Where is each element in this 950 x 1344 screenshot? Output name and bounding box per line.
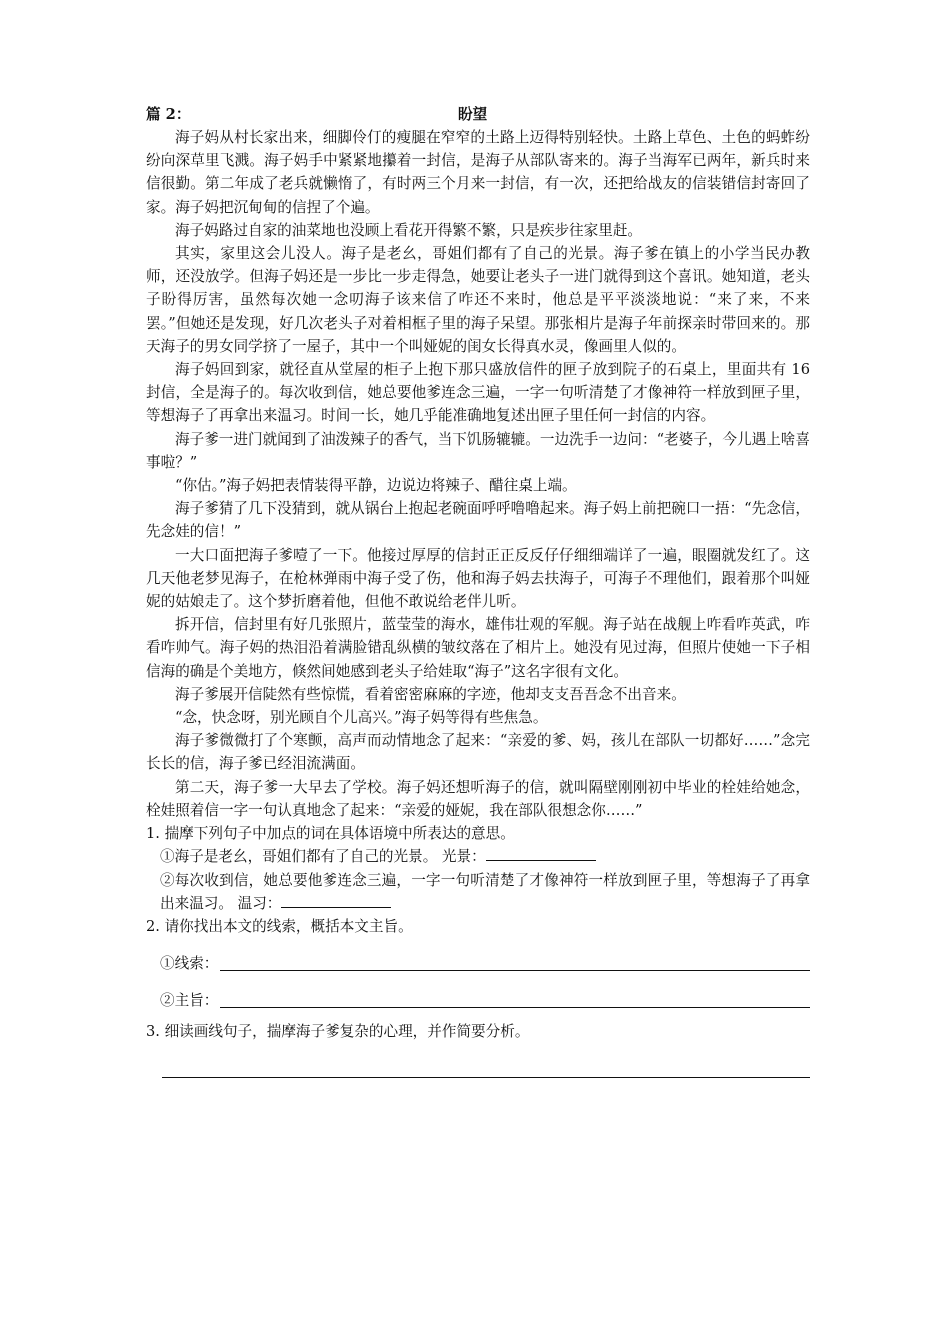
paragraph-4: 海子妈回到家，就径直从堂屋的柜子上抱下那只盛放信件的匣子放到院子的石桌上，里面共有 16 封信，全是海子的。每次收到信，她总要他爹连念三遍，一字一句听清楚了才像神符一样放到匣子里，等想海子了再拿出来温习。时间一长，她几乎能准确地复述出匣子里任何一封信的内容。 (146, 361, 810, 425)
paragraph-13: 第二天，海子爹一大早去了学校。海子妈还想听海子的信，就叫隔壁刚刚初中毕业的栓娃给她念，栓娃照着信一字一句认真地念了起来：“亲爱的娅妮，我在部队很想念你……” (146, 778, 810, 819)
question-1-item-2 (146, 869, 810, 915)
question-1-item-1-text: ①海子是老幺，哥姐们都有了自己的光景。 光景： (160, 848, 486, 866)
answer-row-clue (160, 938, 810, 975)
document-page (146, 103, 810, 1078)
question-1-item-2-text: ②每次收到信，她总要他爹连念三遍，一字一句听清楚了才像神符一样放到匣子里，等想海子了再拿出来温习。 温习： (160, 871, 810, 912)
paragraph-1: 海子妈从村长家出来，细脚伶仃的瘦腿在窄窄的土路上迈得特别轻快。土路上草色、土色的蚂蚱纷纷向深草里飞溅。海子妈手中紧紧地攥着一封信，是海子从部队寄来的。海子当海军已两年，新兵时来信很勤。第二年成了老兵就懒惰了，有时两三个月来一封信，有一次，还把给战友的信装错信封寄回了家。海子妈把沉甸甸的信捏了个遍。 (146, 129, 810, 216)
header (146, 103, 810, 126)
paragraph-6: “你估。”海子妈把表情装得平静，边说边将辣子、醋往桌上端。 (175, 477, 577, 495)
answer-line-clue[interactable] (220, 956, 810, 971)
question-2: 2. 请你找出本文的线索，概括本文主旨。 (146, 917, 413, 935)
question-3: 3. 细读画线句子，揣摩海子爹复杂的心理，并作简要分析。 (146, 1023, 530, 1041)
paragraph-10: 海子爹展开信陡然有些惊慌，看着密密麻麻的字迹，他却支支吾吾念不出音来。 (175, 685, 686, 703)
paragraph-3: 其实，家里这会儿没人。海子是老幺，哥姐们都有了自己的光景。海子爹在镇上的小学当民办教师，还没放学。但海子妈还是一步比一步走得急，她要让老头子一进门就得到这个喜讯。她知道，老头子盼得厉害，虽然每次她一念叨海子该来信了咋还不来时，他总是平平淡淡地说：“来了来，不来罢。”但她还是发现，好几次老头子对着相框子里的海子呆望。那张相片是海子年前探亲时带回来的。那天海子的男女同学挤了一屋子，其中一个叫娅妮的闺女长得真水灵，像画里人似的。 (146, 245, 810, 355)
answer-row-theme (160, 975, 810, 1012)
question-1: 1. 揣摩下列句子中加点的词在具体语境中所表达的意思。 (146, 825, 515, 843)
theme-label: ②主旨： (160, 991, 219, 1009)
paragraph-5: 海子爹一进门就闻到了油泼辣子的香气，当下饥肠辘辘。一边洗手一边问：“老婆子，今儿遇上啥喜事啦？” (146, 430, 810, 471)
answer-line-q3[interactable] (162, 1043, 810, 1078)
answer-blank-wenxi[interactable] (281, 893, 391, 908)
paragraph-12: 海子爹微微打了个寒颤，高声而动情地念了起来：“亲爱的爹、妈，孩儿在部队一切都好……”念完长长的信，海子爹已经泪流满面。 (146, 732, 810, 773)
paragraph-7: 海子爹猜了几下没猜到，就从锅台上抱起老碗面呼呼噜噜起来。海子妈上前把碗口一捂：“先念信，先念娃的信！” (146, 500, 810, 541)
clue-label: ①线索： (160, 954, 219, 972)
paragraph-11: “念，快念呀，别光顾自个儿高兴。”海子妈等得有些焦急。 (175, 709, 548, 727)
paragraph-8: 一大口面把海子爹噎了一下。他接过厚厚的信封正正反反仔仔细细端详了一遍，眼圈就发红了。这几天他老梦见海子，在枪林弹雨中海子受了伤，他和海子妈去扶海子，可海子不理他们，跟着那个叫娅妮的姑娘走了。这个梦折磨着他，但他不敢说给老伴儿听。 (146, 546, 810, 611)
paragraph-9: 拆开信，信封里有好几张照片，蓝莹莹的海水，雄伟壮观的军舰。海子站在战舰上咋看咋英武，咋看咋帅气。海子妈的热泪沿着满脸错乱纵横的皱纹落在了相片上。她没有见过海，但照片使她一下子相信海的确是个美地方，倏然间她感到老头子给娃取“海子”这名字很有文化。 (146, 616, 810, 680)
answer-line-theme[interactable] (220, 993, 810, 1008)
story-title: 盼望 (458, 106, 488, 123)
question-1-item-1 (146, 845, 810, 868)
answer-blank-guangjing[interactable] (486, 846, 596, 861)
paragraph-2: 海子妈路过自家的油菜地也没顾上看花开得繁不繁，只是疾步往家里赶。 (175, 221, 643, 239)
section-label: 篇 2： (146, 106, 191, 123)
